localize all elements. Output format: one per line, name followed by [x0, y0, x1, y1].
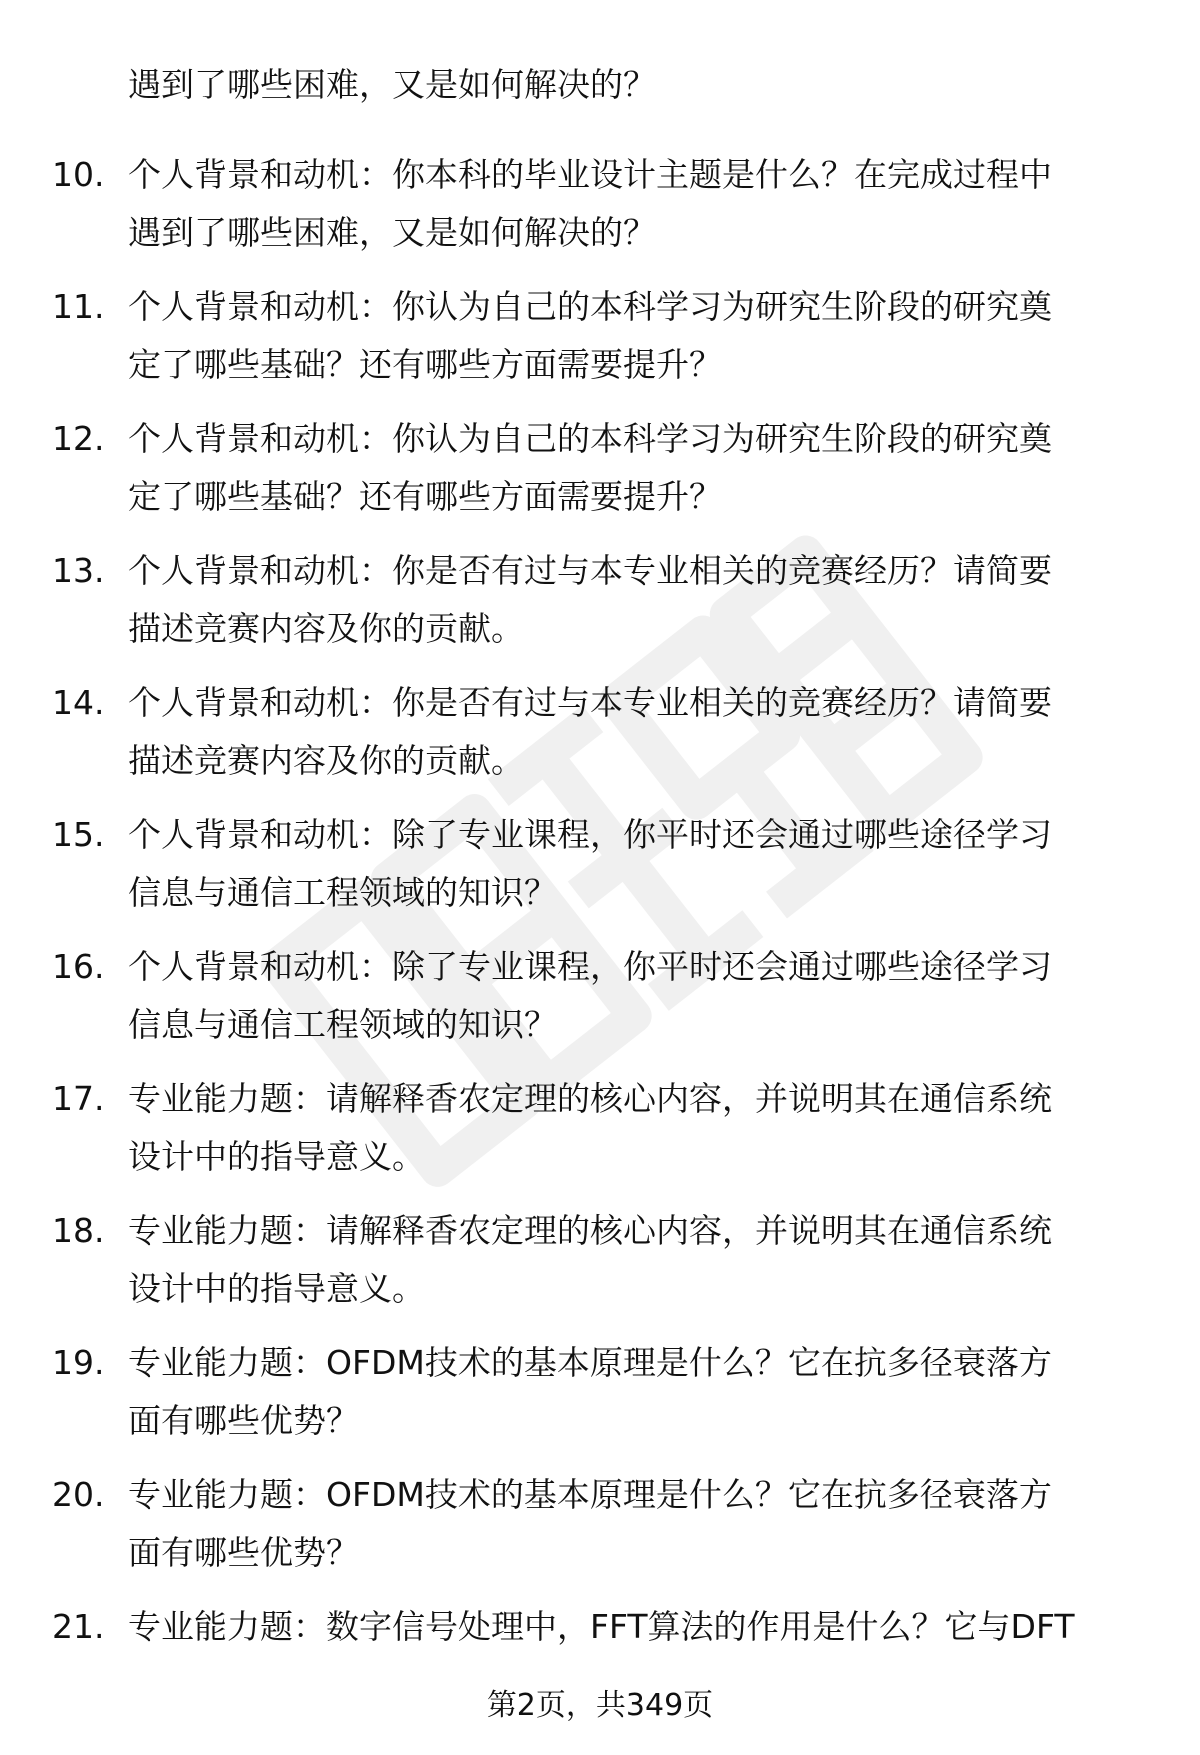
question-item — [0, 1334, 1200, 1450]
question-line: 个人背景和动机：你认为自己的本科学习为研究生阶段的研究奠 — [128, 287, 1052, 326]
question-number: 13. — [52, 551, 105, 590]
question-line: 定了哪些基础？还有哪些方面需要提升？ — [128, 477, 722, 516]
question-number: 17. — [52, 1079, 105, 1118]
question-number: 18. — [52, 1211, 105, 1250]
question-number: 11. — [52, 287, 105, 326]
question-text — [128, 542, 1138, 658]
continuation-line: 遇到了哪些困难，又是如何解决的？ — [128, 65, 656, 104]
question-line: 个人背景和动机：除了专业课程，你平时还会通过哪些途径学习 — [128, 947, 1052, 986]
question-line: 信息与通信工程领域的知识？ — [128, 873, 557, 912]
question-item — [0, 1466, 1200, 1582]
question-text — [128, 938, 1138, 1054]
question-line: 描述竞赛内容及你的贡献。 — [128, 609, 524, 648]
question-text — [128, 1598, 1138, 1656]
question-line: 专业能力题：OFDM技术的基本原理是什么？它在抗多径衰落方 — [128, 1343, 1052, 1382]
question-line: 设计中的指导意义。 — [128, 1137, 425, 1176]
question-number: 20. — [52, 1475, 105, 1514]
question-line: 个人背景和动机：你是否有过与本专业相关的竞赛经历？请简要 — [128, 551, 1052, 590]
question-text — [128, 278, 1138, 394]
question-item — [0, 278, 1200, 394]
question-item — [0, 1202, 1200, 1318]
question-text — [128, 1466, 1138, 1582]
question-text — [128, 410, 1138, 526]
question-number: 14. — [52, 683, 105, 722]
question-text — [128, 806, 1138, 922]
question-line: 个人背景和动机：除了专业课程，你平时还会通过哪些途径学习 — [128, 815, 1052, 854]
question-item — [0, 938, 1200, 1054]
question-text — [128, 1202, 1138, 1318]
question-item — [0, 1070, 1200, 1186]
question-text — [128, 146, 1138, 262]
question-number: 16. — [52, 947, 105, 986]
question-line: 专业能力题：OFDM技术的基本原理是什么？它在抗多径衰落方 — [128, 1475, 1052, 1514]
question-line: 设计中的指导意义。 — [128, 1269, 425, 1308]
question-list — [0, 146, 1200, 1730]
question-item — [0, 542, 1200, 658]
question-line: 专业能力题：请解释香农定理的核心内容，并说明其在通信系统 — [128, 1079, 1052, 1118]
page-footer: 第2页，共349页 — [486, 1688, 714, 1723]
question-line: 专业能力题：请解释香农定理的核心内容，并说明其在通信系统 — [128, 1211, 1052, 1250]
question-number: 12. — [52, 419, 105, 458]
question-item — [0, 674, 1200, 790]
question-item — [0, 146, 1200, 262]
question-number: 15. — [52, 815, 105, 854]
question-number: 19. — [52, 1343, 105, 1382]
question-line: 专业能力题：数字信号处理中，FFT算法的作用是什么？它与DFT — [128, 1607, 1075, 1646]
question-line: 描述竞赛内容及你的贡献。 — [128, 741, 524, 780]
question-line: 个人背景和动机：你认为自己的本科学习为研究生阶段的研究奠 — [128, 419, 1052, 458]
question-item — [0, 806, 1200, 922]
question-line: 定了哪些基础？还有哪些方面需要提升？ — [128, 345, 722, 384]
question-text — [128, 674, 1138, 790]
question-number: 21. — [52, 1607, 105, 1646]
question-line: 信息与通信工程领域的知识？ — [128, 1005, 557, 1044]
question-line: 遇到了哪些困难，又是如何解决的？ — [128, 213, 656, 252]
question-item — [0, 410, 1200, 526]
question-number: 10. — [52, 155, 105, 194]
question-text — [128, 1070, 1138, 1186]
question-line: 面有哪些优势？ — [128, 1533, 359, 1572]
question-line: 面有哪些优势？ — [128, 1401, 359, 1440]
question-line: 个人背景和动机：你是否有过与本专业相关的竞赛经历？请简要 — [128, 683, 1052, 722]
question-line: 个人背景和动机：你本科的毕业设计主题是什么？在完成过程中 — [128, 155, 1052, 194]
question-text — [128, 1334, 1138, 1450]
